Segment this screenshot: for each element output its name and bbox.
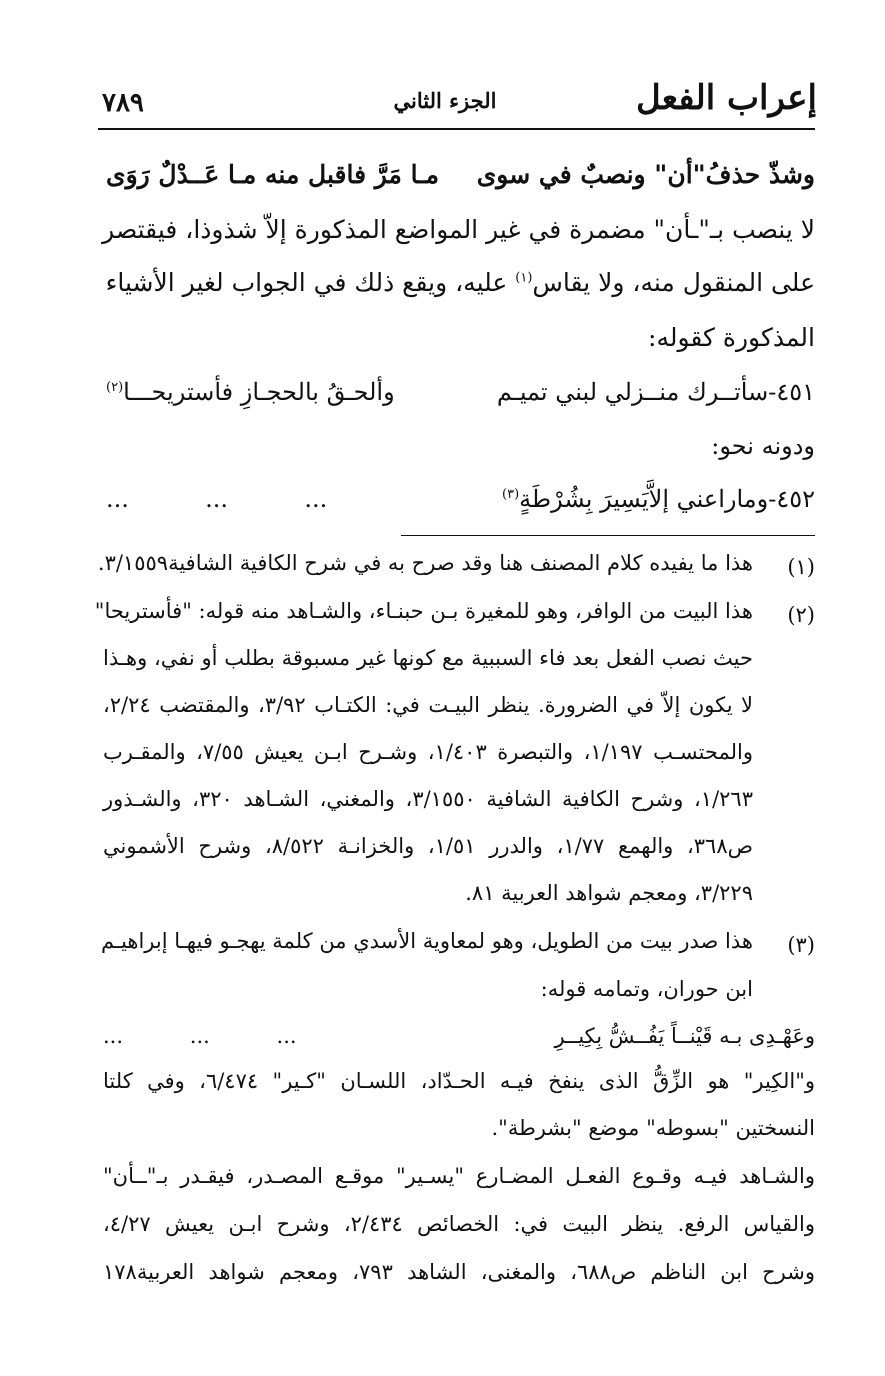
footnote-1-text: هذا ما يفيده كلام المصنف هنا وقد صرح به في شرح الكافية الشافية٣/١٥٥٩. xyxy=(97,551,753,575)
footnote-3-line-1: هذا صدر بيت من الطويل، وهو لمعاوية الأسدي من كلمة يهجـو فيهـا إبراهيـم xyxy=(100,929,753,953)
footnote-2-line-6: ص٣٦٨، والهمع ١/٧٧، والدرر ١/٥١، والخزانـة ٨/٥٢٢، وشرح الأشموني xyxy=(103,834,753,858)
example-452-ellipsis: ... ... ... xyxy=(106,485,328,513)
footnote-3-line-6: والقياس الرفع. ينظر البيت في: الخصائص ٢/٤٣٤، وشرح ابـن يعيش ٤/٢٧، xyxy=(103,1212,815,1236)
example-451-second-half-text: وألحـقُ بالحجـازِ فأستريحـــا xyxy=(123,378,395,406)
body-line-3: المذكورة كقوله: xyxy=(648,323,815,352)
footnote-2-line-5: ١/٢٦٣، وشرح الكافية الشافية ٣/١٥٥٠، والمغني، الشـاهد ٣٢٠، والشـذور xyxy=(103,787,753,811)
footnote-3-line-2: ابن حوران، وتمامه قوله: xyxy=(540,977,753,1001)
footnote-3-line-7: وشرح ابن الناظم ص٦٨٨، والمغنى، الشاهد ٧٩٣، ومعجم شواهد العربية١٧٨ xyxy=(103,1260,815,1284)
example-452-first-half xyxy=(502,485,815,513)
verse-right-hemistich: وشذّ حذفُ"أن" ونصبٌ في سوى xyxy=(476,160,815,189)
body-line-2-end: عليه، ويقع ذلك في الجواب لغير الأشياء xyxy=(105,268,508,297)
footnote-3-number: (٣) xyxy=(787,933,815,957)
footnote-ref-3: (٣) xyxy=(502,487,520,502)
footnote-2-line-7: ٣/٢٢٩، ومعجم شواهد العربية ٨١. xyxy=(465,881,753,905)
footnote-ref-2: (٢) xyxy=(106,380,124,395)
transition-text: ودونه نحو: xyxy=(711,432,815,460)
example-451-second-half xyxy=(106,378,395,406)
footnote-3-line-4: النسختين "بسوطه" موضع "بشرطة". xyxy=(491,1116,815,1140)
footnote-3-verse: وعَهْـدِى بـه قَيْنــاً يَفُــشُّ بِكِيــرِ xyxy=(554,1024,815,1048)
footnote-2-number: (٢) xyxy=(787,603,815,627)
verse-left-hemistich: مـا مَرَّ فاقبل منه مـا عَــدْلٌ رَوَى xyxy=(106,160,439,189)
footnote-2-line-2: حيث نصب الفعل بعد فاء السببية مع كونها غير مسبوقة بطلب أو نفي، وهـذا xyxy=(103,646,753,670)
footnote-ref-1: (١) xyxy=(515,270,533,286)
footnote-3-verse-ellipsis: ... ... ... xyxy=(103,1024,297,1048)
body-line-1: لا ينصب بـ"ـأن" مضمرة في غير المواضع المذكورة إلاّ شذوذا، فيقتصر xyxy=(102,215,815,244)
example-451-first-half: ٤٥١-سأتــرك منــزلي لبني تميـم xyxy=(496,378,815,406)
footnote-3-line-5: والشـاهد فيـه وقـوع الفعـل المضـارع "يسـير" موقـع المصـدر، فيقـدر بـ"ــأن" xyxy=(103,1164,815,1188)
footnote-1-number: (١) xyxy=(787,555,815,579)
footnote-3-line-3: و"الكِير" هو الزِّقُّ الذى ينفخ فيـه الحـدّاد، اللسـان "كـير" ٦/٤٧٤، وفي كلتا xyxy=(103,1069,815,1093)
footnote-2-line-1: هذا البيت من الوافر، وهو للمغيرة بـن حبنـاء، والشـاهد منه قوله: "فأستريحا" xyxy=(94,599,753,623)
header-rule xyxy=(98,128,815,130)
part-label: الجزء الثاني xyxy=(393,88,497,113)
body-line-2-start: على المنقول منه، ولا يقاس xyxy=(532,268,815,297)
chapter-title: إعراب الفعل xyxy=(636,78,817,118)
body-line-2 xyxy=(106,270,815,295)
page-number: ٧٨٩ xyxy=(102,88,144,118)
footnote-2-line-4: والمحتسـب ١/١٩٧، والتبصرة ١/٤٠٣، وشـرح ابـن يعيش ٧/٥٥، والمقـرب xyxy=(103,740,753,764)
footnote-separator xyxy=(401,535,815,536)
footnote-2-line-3: لا يكون إلاّ في الضرورة. ينظر البيـت في: الكتـاب ٣/٩٢، والمقتضب ٢/٢٤، xyxy=(103,693,754,717)
example-452-first-half-text: ٤٥٢-وماراعني إلاَّيَسِيرَ بِشُرْطَةٍ xyxy=(519,485,815,513)
